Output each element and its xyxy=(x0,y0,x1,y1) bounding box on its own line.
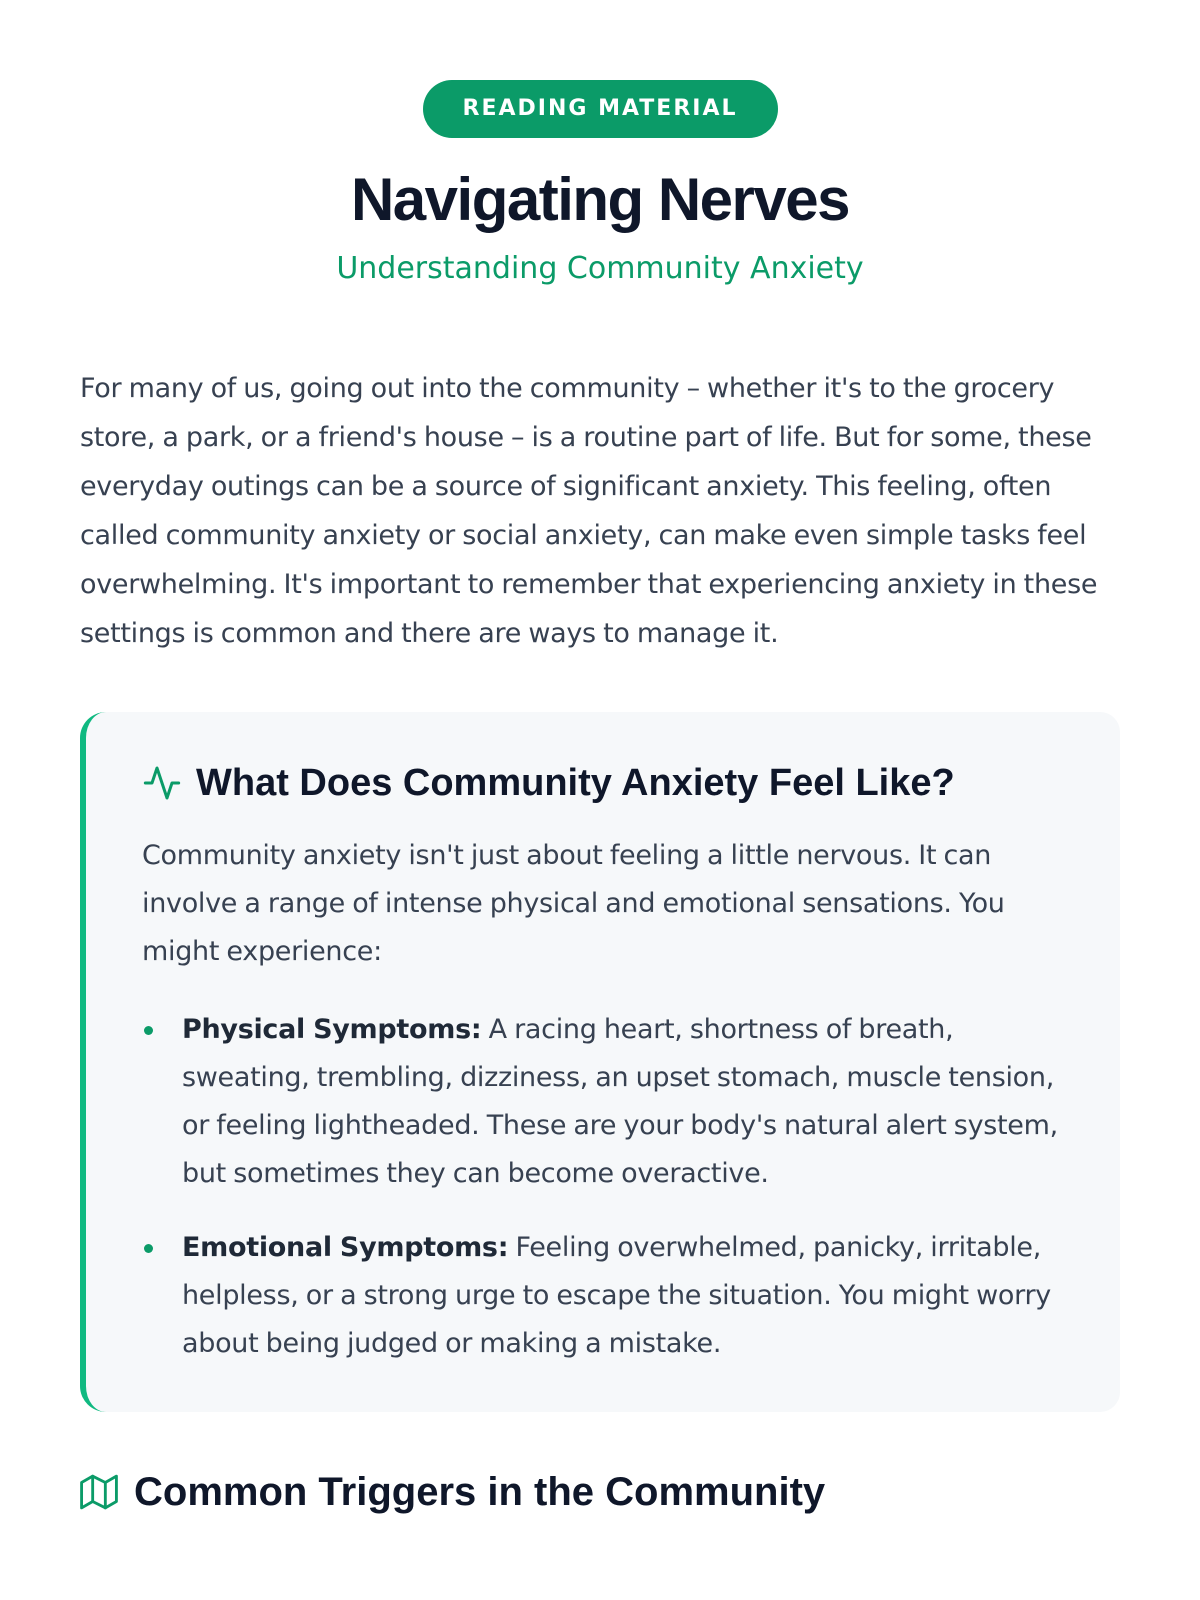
card-heading xyxy=(142,760,1080,806)
symptom-label: Physical Symptoms: xyxy=(182,1014,482,1045)
bullet-dot xyxy=(144,1244,153,1253)
page-header xyxy=(80,80,1120,288)
section-title: Common Triggers in the Community xyxy=(134,1470,826,1514)
symptom-text: Feeling overwhelmed, panicky, irritable, helpless, or a strong urge to escape the situation. You might worry about being judged or making a mistake. xyxy=(182,1232,1051,1359)
activity-icon xyxy=(142,763,182,803)
symptom-text: A racing heart, shortness of breath, sweating, trembling, dizziness, an upset stomach, muscle tension, or feeling lightheaded. These are your body's natural alert system, but sometimes they can become overactive. xyxy=(182,1014,1058,1189)
intro-paragraph: For many of us, going out into the community – whether it's to the grocery store, a park, or a friend's house – is a routine part of life. But for some, these everyday outings can be a source of significant anxiety. This feeling, often called community anxiety or social anxiety, can make even simple tasks feel overwhelming. It's important to remember that experiencing anxiety in these settings is common and there are ways to manage it. xyxy=(80,373,1098,649)
list-item-emotional-symptoms xyxy=(142,1224,1080,1368)
reading-material-badge: READING MATERIAL xyxy=(423,80,778,138)
bullet-dot xyxy=(144,1026,153,1035)
symptom-label: Emotional Symptoms: xyxy=(182,1232,509,1263)
map-icon xyxy=(80,1473,118,1511)
triggers-section-heading xyxy=(80,1468,1120,1516)
page-subtitle: Understanding Community Anxiety xyxy=(336,251,864,286)
symptoms-card xyxy=(80,712,1120,1412)
page-title: Navigating Nerves xyxy=(350,166,850,233)
symptom-list xyxy=(142,1006,1080,1368)
reading-page xyxy=(80,0,1120,1516)
card-title: What Does Community Anxiety Feel Like? xyxy=(196,762,955,804)
list-item-physical-symptoms xyxy=(142,1006,1080,1198)
card-intro-text: Community anxiety isn't just about feeling a little nervous. It can involve a range of intense physical and emotional sensations. You might experience: xyxy=(142,840,1005,967)
